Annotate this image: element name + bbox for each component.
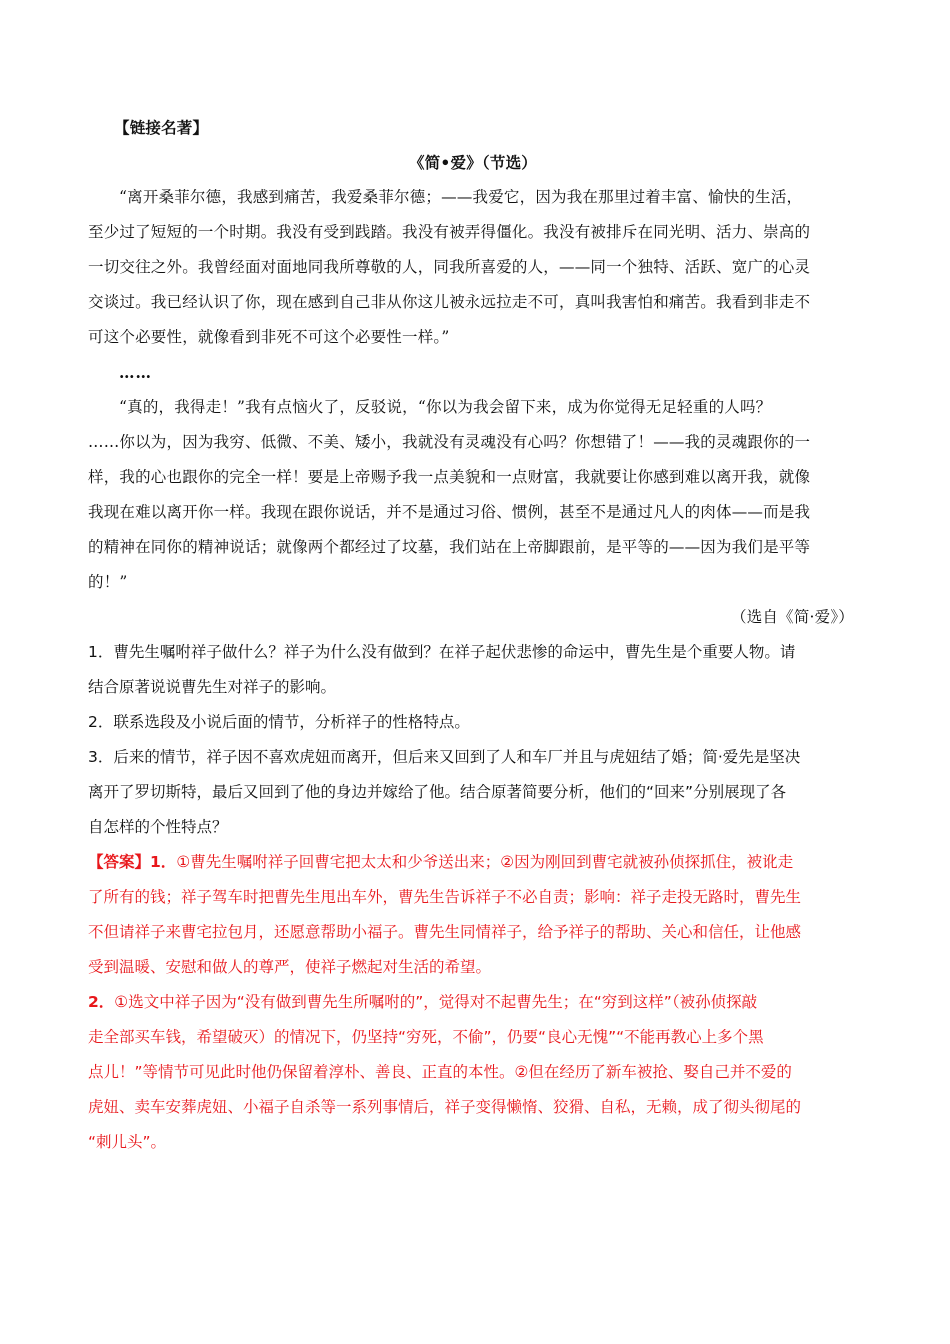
answer-number: 1．: [150, 853, 177, 871]
answer-line: 虎妞、卖车安葬虎妞、小福子自杀等一系列事情后，祥子变得懒惰、狡猾、自私，无赖，成了彻头彻尾的: [88, 1098, 802, 1116]
passage2-line: 的精神在同你的精神说话；就像两个都经过了坟墓，我们站在上帝脚跟前，是平等的——因为我们是平等: [88, 538, 811, 556]
ellipsis: ……: [119, 363, 152, 382]
question-line: 结合原著说说曹先生对祥子的影响。: [88, 678, 337, 696]
answer-line: 受到温暖、安慰和做人的尊严，使祥子燃起对生活的希望。: [88, 958, 492, 976]
source-citation: （选自《简·爱》）: [731, 608, 854, 626]
answer-line: 点儿！”等情节可见此时他仍保留着淳朴、善良、正直的本性。②但在经历了新车被抢、娶自己并不爱的: [88, 1063, 792, 1081]
passage2-line: 样，我的心也跟你的完全一样！要是上帝赐予我一点美貌和一点财富，我就要让你感到难以离开我，就像: [88, 468, 811, 486]
answer-line: 了所有的钱；祥子驾车时把曹先生甩出车外，曹先生告诉祥子不必自责；影响：祥子走投无路时，曹先生: [88, 888, 802, 906]
answer-line: 不但请祥子来曹宅拉包月，还愿意帮助小福子。曹先生同情祥子，给予祥子的帮助、关心和信任，让他感: [88, 923, 802, 941]
passage2-line: “真的，我得走！”我有点恼火了，反驳说，“你以为我会留下来，成为你觉得无足轻重的人吗？: [119, 398, 772, 416]
answer-text: ①选文中祥子因为“没有做到曹先生所嘱咐的”，觉得对不起曹先生；在“穷到这样”（被孙侦探敲: [114, 993, 758, 1011]
answer-line: [88, 845, 858, 880]
question-line: 离开了罗切斯特，最后又回到了他的身边并嫁给了他。结合原著简要分析，他们的“回来”分别展现了各: [88, 783, 787, 801]
question-line: 1．曹先生嘱咐祥子做什么？祥子为什么没有做到？在祥子起伏悲惨的命运中，曹先生是个重要人物。请: [88, 643, 796, 661]
answer-tag: 【答案】: [88, 853, 151, 871]
answer-number: 2．: [88, 993, 115, 1011]
passage2-line: 的！”: [88, 573, 128, 591]
answer-line: [88, 985, 858, 1020]
question-line: 2．联系选段及小说后面的情节，分析祥子的性格特点。: [88, 713, 470, 731]
answer-line: 走全部买车钱，希望破灭）的情况下，仍坚持“穷死，不偷”，仍要“良心无愧”“不能再教心上多个黑: [88, 1028, 764, 1046]
passage2-line: ……你以为，因为我穷、低微、不美、矮小，我就没有灵魂没有心吗？你想错了！——我的灵魂跟你的一: [88, 433, 811, 451]
passage1-line: 可这个必要性，就像看到非死不可这个必要性一样。”: [88, 328, 450, 346]
excerpt-title: 《简•爱》（节选）: [409, 153, 537, 172]
answer-line: “刺儿头”。: [88, 1133, 167, 1151]
passage1-line: 至少过了短短的一个时期。我没有受到践踏。我没有被弄得僵化。我没有被排斥在同光明、活力、崇高的: [88, 223, 811, 241]
answer-text: ①曹先生嘱咐祥子回曹宅把太太和少爷送出来；②因为刚回到曹宅就被孙侦探抓住，被讹走: [176, 853, 794, 871]
passage1-line: 一切交往之外。我曾经面对面地同我所尊敬的人，同我所喜爱的人，——同一个独特、活跃、宽广的心灵: [88, 258, 811, 276]
section-heading: 【链接名著】: [114, 118, 209, 137]
passage2-line: 我现在难以离开你一样。我现在跟你说话，并不是通过习俗、惯例，甚至不是通过凡人的肉体——而是我: [88, 503, 811, 521]
question-line: 自怎样的个性特点？: [88, 818, 228, 836]
passage1-line: “离开桑菲尔德，我感到痛苦，我爱桑菲尔德；——我爱它，因为我在那里过着丰富、愉快的生活，: [119, 188, 803, 206]
passage1-line: 交谈过。我已经认识了你，现在感到自己非从你这儿被永远拉走不可，真叫我害怕和痛苦。我看到非走不: [88, 293, 811, 311]
document-page: [88, 110, 858, 1160]
question-line: 3．后来的情节，祥子因不喜欢虎妞而离开，但后来又回到了人和车厂并且与虎妞结了婚；简·爱先是坚决: [88, 748, 801, 766]
